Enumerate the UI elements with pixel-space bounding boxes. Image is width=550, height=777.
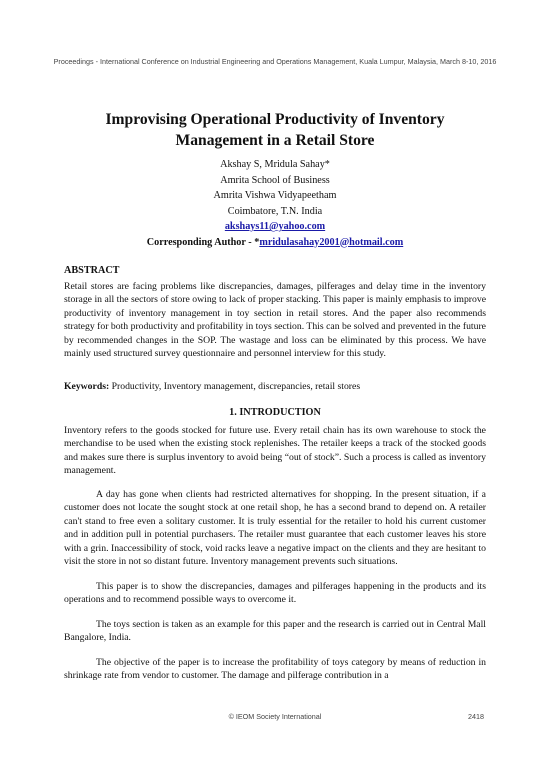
location: Coimbatore, T.N. India (227, 205, 323, 217)
intro-paragraph-3: This paper is to show the discrepancies, damages and pilferages happening in the products and its operations and to recommend possible ways to overcome it. (64, 581, 486, 606)
keywords-label: Keywords: (64, 381, 110, 392)
author-email-link[interactable]: akshays11@yahoo.com (224, 221, 326, 232)
keywords (64, 380, 486, 393)
keywords-list: Productivity, Inventory management, discrepancies, retail stores (109, 381, 361, 392)
corresponding-email-link[interactable]: mridulasahay2001@hotmail.com (259, 236, 404, 248)
intro-paragraph-2: A day has gone when clients had restricted alternatives for shopping. In the present situation, if a customer does not locate the sought stock at one retail shop, he has a second brand to depend on. A retailer can't stand to free even a solitary customer. It is truly essential for the retailer to hold his current customer and in addition pull in potential purchasers. The retailer must guarantee that each customer leaves his store with a grin. Inaccessibility of stock, void racks leave a negative impact on the clients and they are hesitant to visit the store in not so distant future. Inventory management prevents such situations. (64, 489, 486, 568)
intro-paragraph-1: Inventory refers to the goods stocked for future use. Every retail chain has its own warehouse to stock the merchandise to be used when the existing stock replenishes. The retailer keeps a track of the stocked goods and makes sure there is surplus inventory to avoid being “out of stock”. Such a process is called as inventory management. (64, 425, 486, 477)
footer-copyright: © IEOM Society International (228, 712, 322, 721)
title-line-1: Improvising Operational Productivity of Inventory (105, 111, 445, 128)
running-header: Proceedings - International Conference on Industrial Engineering and Operations Management, Kuala Lumpur, Malaysia, March 8-10, 2016 (53, 57, 497, 66)
corresponding-label: Corresponding Author - * (146, 236, 260, 248)
paper-title (60, 109, 490, 151)
page-number: 2418 (468, 712, 484, 721)
author-block (60, 157, 490, 250)
intro-paragraph-5: The objective of the paper is to increase the profitability of toys category by means of reduction in shrinkage rate from vendor to customer. The damage and pilferage contribution in a (64, 657, 486, 682)
section-heading-introduction: 1. INTRODUCTION (229, 407, 321, 418)
authors: Akshay S, Mridula Sahay* (220, 159, 330, 170)
intro-paragraph-4: The toys section is taken as an example for this paper and the research is carried out in Central Mall Bangalore, India. (64, 619, 486, 644)
affiliation-university: Amrita Vishwa Vidyapeetham (213, 190, 337, 201)
abstract-heading: ABSTRACT (64, 265, 120, 276)
abstract-text: Retail stores are facing problems like discrepancies, damages, pilferages and delay time in the inventory storage in all the sectors of store owing to lack of proper stacking. This paper is mainly emphasis to improve productivity of inventory management in toy section in retail stores. And the paper also recommends strategy for both productivity and profitability in toys section. This can be solved and prevented in the future by recommended changes in the SOP. The wastage and loss can be eliminated by this process. We have mainly used structured survey questionnaire and personnel interview for this study. (64, 281, 486, 360)
title-line-2: Management in a Retail Store (175, 132, 375, 149)
corresponding-author (60, 235, 490, 251)
affiliation-school: Amrita School of Business (220, 174, 330, 186)
